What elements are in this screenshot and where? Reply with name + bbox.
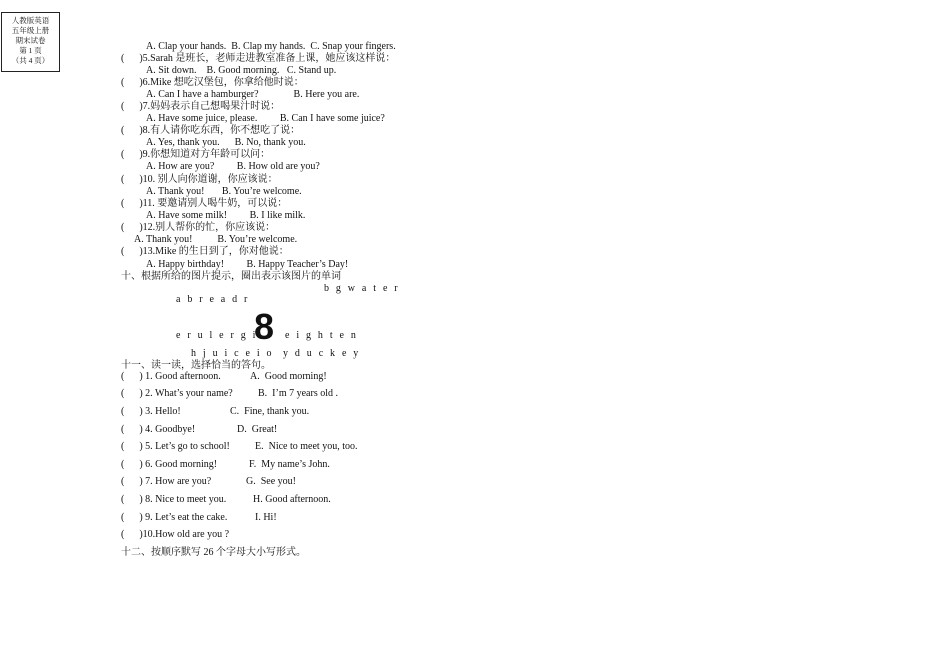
match-question: ( ) 3. Hello! [121, 406, 181, 417]
section-12-title: 十二、按顺序默写 26 个字母大小写形式。 [121, 547, 306, 558]
question-13-options: A. Happy birthday! B. Happy Teacher’s Day! [146, 259, 349, 270]
match-answer: D. Great! [237, 424, 278, 435]
word-puzzle-duck: y d u c k e y [283, 348, 361, 359]
match-question: ( ) 9. Let’s eat the cake. [121, 512, 228, 523]
question-9: ( )9.你想知道对方年龄可以问： [121, 149, 271, 160]
question-9-options: A. How are you? B. How old are you? [146, 161, 320, 172]
match-question: ( ) 5. Let’s go to school! [121, 441, 230, 452]
match-answer: H. Good afternoon. [253, 494, 331, 505]
match-question: ( ) 1. Good afternoon. [121, 371, 221, 382]
question-11-options: A. Have some milk! B. I like milk. [146, 210, 306, 221]
page-label-line: （共 4 页） [11, 56, 50, 65]
page-label-line: 五年级上册 [11, 26, 50, 35]
question-6-options: A. Can I have a hamburger? B. Here you are. [146, 89, 360, 100]
match-answer: F. My name’s John. [249, 459, 330, 470]
match-answer: E. Nice to meet you, too. [255, 441, 358, 452]
page-label-line: 人教版英语 [11, 16, 50, 25]
question-12: ( )12.别人帮你的忙，你应该说： [121, 222, 276, 233]
word-puzzle-eight: e i g h t e n [285, 330, 359, 341]
section-11-title: 十一、读一读，选择恰当的答句。 [121, 360, 271, 371]
question-13: ( )13.Mike 的生日到了，你对他说： [121, 246, 289, 257]
match-question: ( ) 7. How are you? [121, 476, 212, 487]
question-6: ( )6.Mike 想吃汉堡包，你拿给他时说： [121, 77, 304, 88]
question-4-options: A. Clap your hands. B. Clap my hands. C. Snap your fingers. [146, 41, 396, 52]
question-8-options: A. Yes, thank you. B. No, thank you. [146, 137, 306, 148]
page-label-line: 第 1 页 [19, 46, 42, 55]
match-question: ( ) 4. Goodbye! [121, 424, 196, 435]
match-question: ( ) 6. Good morning! [121, 459, 218, 470]
word-puzzle-bread: a b r e a d r [176, 294, 250, 305]
match-question: ( )10.How old are you ? [121, 529, 230, 540]
match-answer: B. I’m 7 years old . [258, 388, 338, 399]
match-question: ( ) 2. What’s your name? [121, 388, 233, 399]
word-puzzle-water: b g w a t e r [324, 283, 400, 294]
question-8: ( )8.有人请你吃东西，你不想吃了说： [121, 125, 301, 136]
question-10-options: A. Thank you! B. You’re welcome. [146, 186, 302, 197]
question-7: ( )7.妈妈表示自己想喝果汁时说： [121, 101, 281, 112]
question-7-options: A. Have some juice, please. B. Can I have some juice? [146, 113, 385, 124]
match-answer: I. Hi! [255, 512, 277, 523]
question-12-options: A. Thank you! B. You’re welcome. [134, 234, 298, 245]
page-label-box [1, 12, 60, 72]
question-5: ( )5.Sarah 是班长，老师走进教室准备上课，她应该这样说： [121, 53, 396, 64]
question-10: ( )10. 别人向你道谢，你应该说： [121, 174, 278, 185]
match-question: ( ) 8. Nice to meet you. [121, 494, 227, 505]
question-5-options: A. Sit down. B. Good morning. C. Stand up. [146, 65, 337, 76]
match-answer: A. Good morning! [250, 371, 327, 382]
picture-eight: 8 [254, 306, 275, 347]
word-puzzle-ruler: e r u l e r g i [176, 330, 258, 341]
match-answer: G. See you! [246, 476, 296, 487]
page-label-line: 期末试卷 [15, 36, 46, 45]
match-answer: C. Fine, thank you. [230, 406, 310, 417]
section-10-title: 十、根据所给的图片提示，圈出表示该图片的单词 [121, 271, 341, 282]
word-puzzle-juice: h j u i c e i o [191, 348, 274, 359]
question-11: ( )11. 要邀请别人喝牛奶，可以说： [121, 198, 288, 209]
